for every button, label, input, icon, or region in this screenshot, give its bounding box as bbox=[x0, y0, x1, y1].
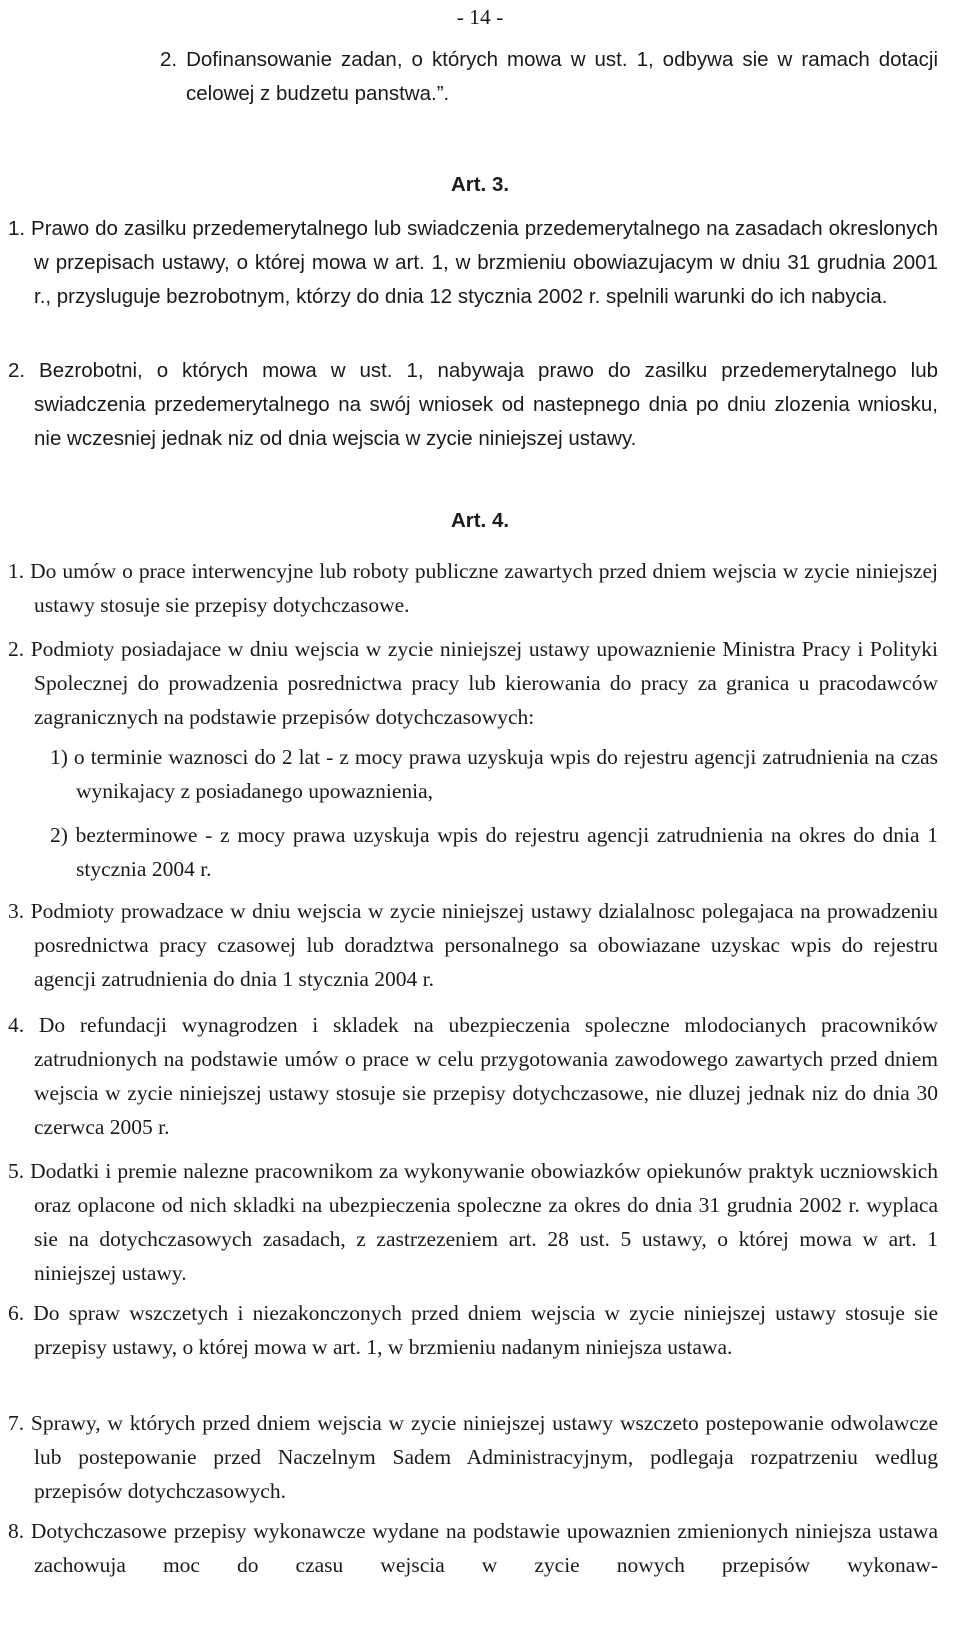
art4-paragraph-3: 3. Podmioty prowadzace w dniu wejscia w zycie niniejszej ustawy dzialalnosc polegajaca na prowadzeniu posrednictwa pracy czasowej lub doradztwa personalnego sa obowiazane uzyskac wpis do rejestru agencji zatrudnienia do dnia 1 stycznia 2004 r. bbox=[8, 899, 938, 991]
art4-paragraph-2-item-1: 1) o terminie waznosci do 2 lat - z mocy prawa uzyskuja wpis do rejestru agencji zatrudnienia na czas wynikajacy z posiadanego upowaznienia, bbox=[50, 745, 938, 803]
art4-paragraph-4: 4. Do refundacji wynagrodzen i skladek na ubezpieczenia spoleczne mlodocianych pracowników zatrudnionych na podstawie umów o prace w celu przygotowania zawodowego zawartych przed dniem wejscia w zycie niniejszej ustawy stosuje sie przepisy dotychczasowe, nie dluzej jednak niz do dnia 30 czerwca 2005 r. bbox=[8, 1013, 938, 1139]
art3-paragraph-2: 2. Bezrobotni, o których mowa w ust. 1, nabywaja prawo do zasilku przedemerytalnego lub swiadczenia przedemerytalnego na swój wniosek od nastepnego dnia po dniu zlozenia wniosku, nie wczesniej jednak niz od dnia wejscia w zycie niniejszej ustawy. bbox=[8, 359, 938, 450]
art4-paragraph-1: 1. Do umów o prace interwencyjne lub roboty publiczne zawartych przed dniem wejscia w zycie niniejszej ustawy stosuje sie przepisy dotychczasowe. bbox=[8, 559, 938, 617]
art3-paragraph-1: 1. Prawo do zasilku przedemerytalnego lub swiadczenia przedemerytalnego na zasadach okreslonych w przepisach ustawy, o której mowa w art. 1, w brzmieniu obowiazujacym w dniu 31 grudnia 2001 r., przysluguje bezrobotnym, którzy do dnia 12 stycznia 2002 r. spelnili warunki do ich nabycia. bbox=[8, 217, 938, 308]
art4-paragraph-5: 5. Dodatki i premie nalezne pracownikom za wykonywanie obowiazków opiekunów praktyk uczniowskich oraz oplacone od nich skladki na ubezpieczenia spoleczne za okres do dnia 31 grudnia 2002 r. wyplaca sie na dotychczasowych zasadach, z zastrzezeniem art. 28 ust. 5 ustawy, o której mowa w art. 1 niniejszej ustawy. bbox=[8, 1159, 938, 1285]
art4-paragraph-2: 2. Podmioty posiadajace w dniu wejscia w zycie niniejszej ustawy upowaznienie Ministra Pracy i Polityki Spolecznej do prowadzenia posrednictwa pracy lub kierowania do pracy za granica u pracodawców zagranicznych na podstawie przepisów dotychczasowych: bbox=[8, 637, 938, 729]
art4-paragraph-7: 7. Sprawy, w których przed dniem wejscia w zycie niniejszej ustawy wszczeto postepowanie odwolawcze lub postepowanie przed Naczelnym Sadem Administracyjnym, podlegaja rozpatrzeniu wedlug przepisów dotychczasowych. bbox=[8, 1411, 938, 1503]
page-number: - 14 - bbox=[456, 5, 504, 29]
art4-heading: Art. 4. bbox=[450, 509, 510, 532]
art3-heading: Art. 3. bbox=[450, 173, 510, 196]
art4-paragraph-6: 6. Do spraw wszczetych i niezakonczonych przed dniem wejscia w zycie niniejszej ustawy stosuje sie przepisy ustawy, o której mowa w art. 1, w brzmieniu nadanym niniejsza ustawa. bbox=[8, 1301, 938, 1359]
art4-paragraph-2-item-2: 2) bezterminowe - z mocy prawa uzyskuja wpis do rejestru agencji zatrudnienia na okres do dnia 1 stycznia 2004 r. bbox=[50, 823, 938, 881]
art2-item-2: 2. Dofinansowanie zadan, o których mowa w ust. 1, odbywa sie w ramach dotacji celowej z budzetu panstwa.”. bbox=[160, 48, 938, 105]
art4-paragraph-8: 8. Dotychczasowe przepisy wykonawcze wydane na podstawie upowaznien zmienionych niniejsza ustawa zachowuja moc do czasu wejscia w zycie nowych przepisów wykonaw- bbox=[8, 1519, 938, 1577]
